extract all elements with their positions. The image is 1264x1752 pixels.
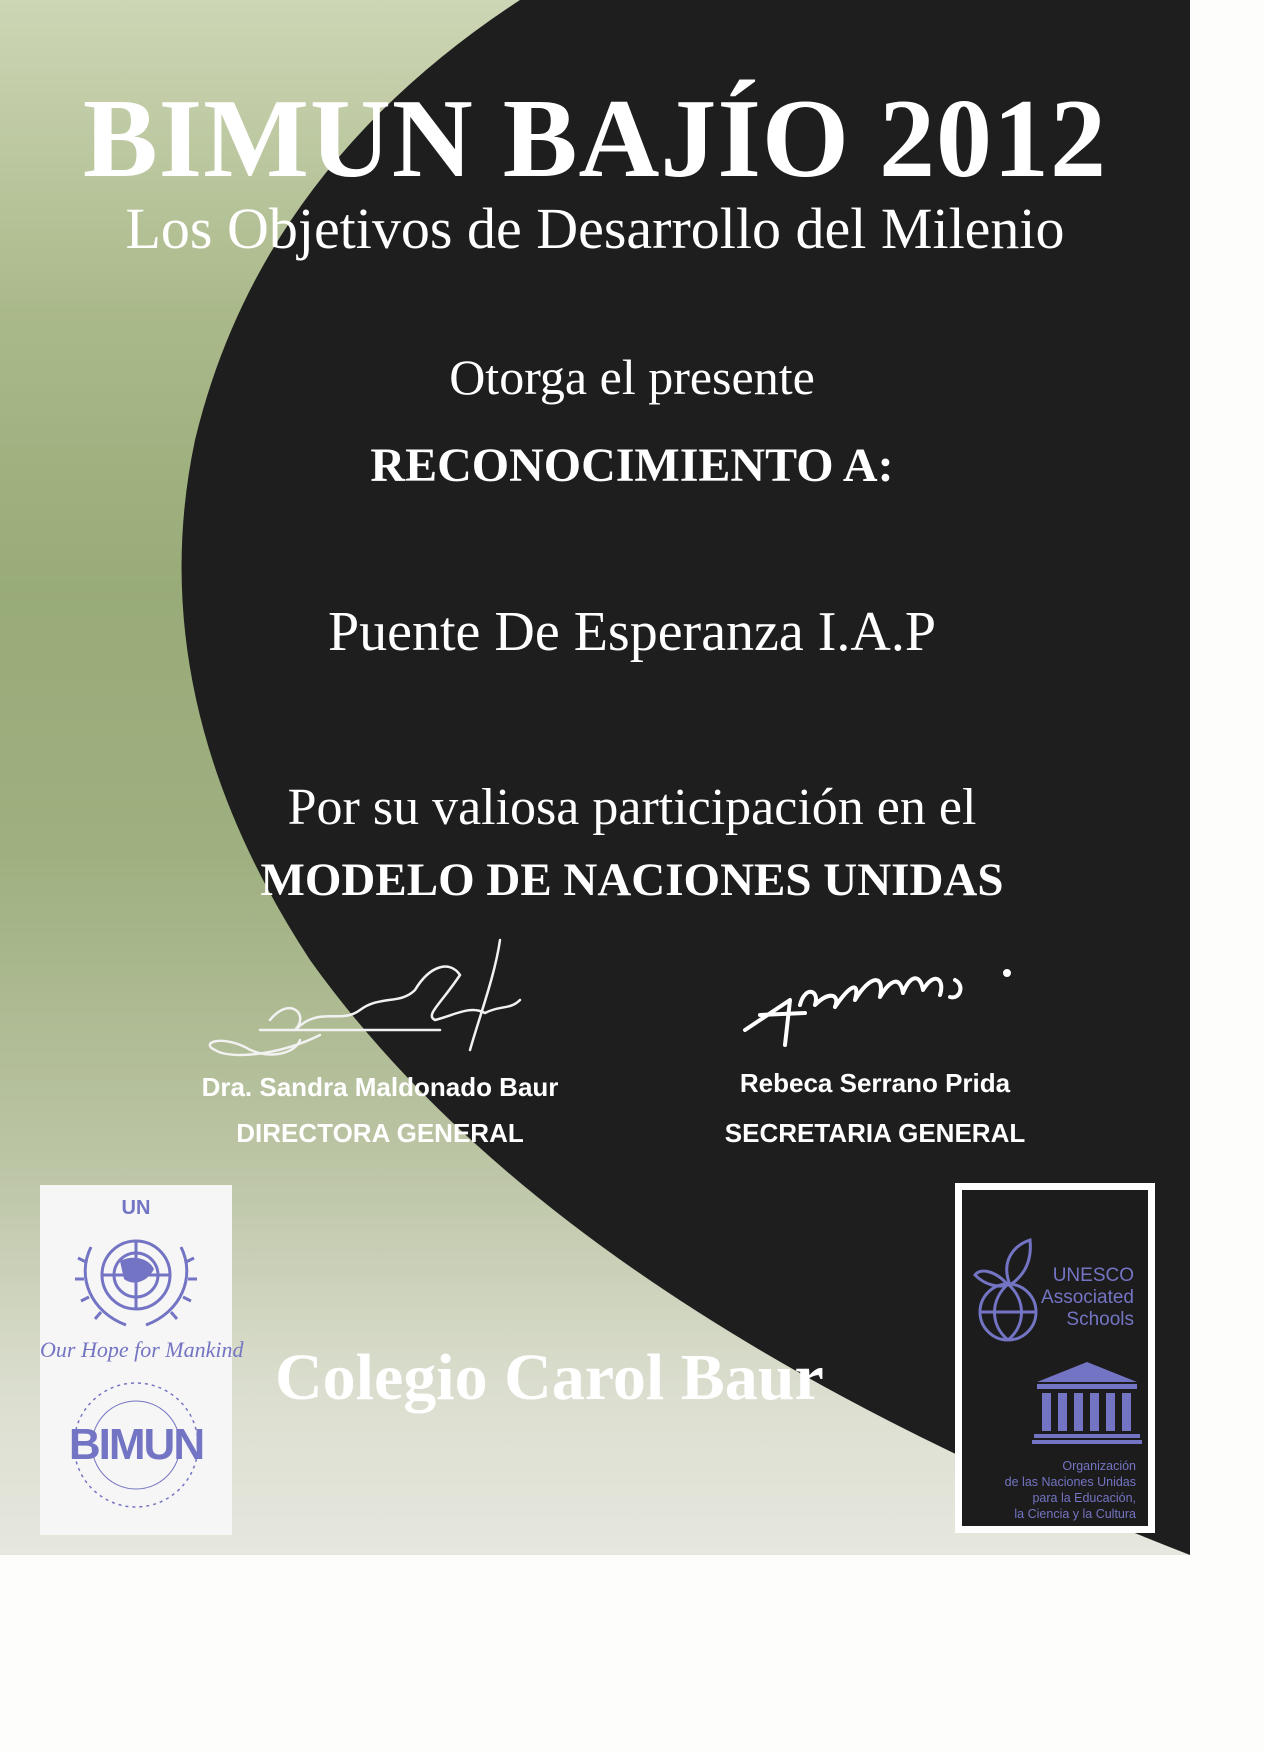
un-emblem-icon xyxy=(56,1217,216,1337)
bimun-logo xyxy=(40,1185,244,1535)
reason-line: Por su valiosa participación en el xyxy=(287,779,977,836)
bimun-mark: BIMUN xyxy=(68,1420,204,1469)
event-name: MODELO DE NACIONES UNIDAS xyxy=(260,854,1004,906)
unesco-associated-schools-label: UNESCO Associated Schools xyxy=(1041,1265,1134,1330)
un-motto: Our Hope for Mankind xyxy=(40,1337,244,1362)
unesco-temple-icon xyxy=(1032,1360,1142,1445)
unesco-logo xyxy=(955,1183,1155,1533)
un-label: UN xyxy=(121,1197,151,1219)
grant-line: Otorga el presente xyxy=(449,349,815,405)
signatory-2-name: Rebeca Serrano Prida xyxy=(739,1068,1011,1098)
grant-title: RECONOCIMIENTO A: xyxy=(370,439,894,492)
signature-director xyxy=(200,935,560,1085)
signatory-1-name: Dra. Sandra Maldonado Baur xyxy=(201,1072,559,1102)
recipient-name: Puente De Esperanza I.A.P xyxy=(327,601,936,663)
signature-secretary xyxy=(735,945,1035,1065)
certificate-title: BIMUN BAJÍO 2012 xyxy=(82,77,1108,201)
signatory-2-role: SECRETARIA GENERAL xyxy=(724,1118,1026,1148)
school-name: Colegio Carol Baur xyxy=(275,1341,824,1414)
certificate-subtitle: Los Objetivos de Desarrollo del Milenio xyxy=(125,196,1065,261)
signatory-1-role: DIRECTORA GENERAL xyxy=(236,1118,524,1148)
unesco-organization-label: Organización de las Naciones Unidas para la Educación, la Ciencia y la Cultura xyxy=(1004,1459,1136,1521)
